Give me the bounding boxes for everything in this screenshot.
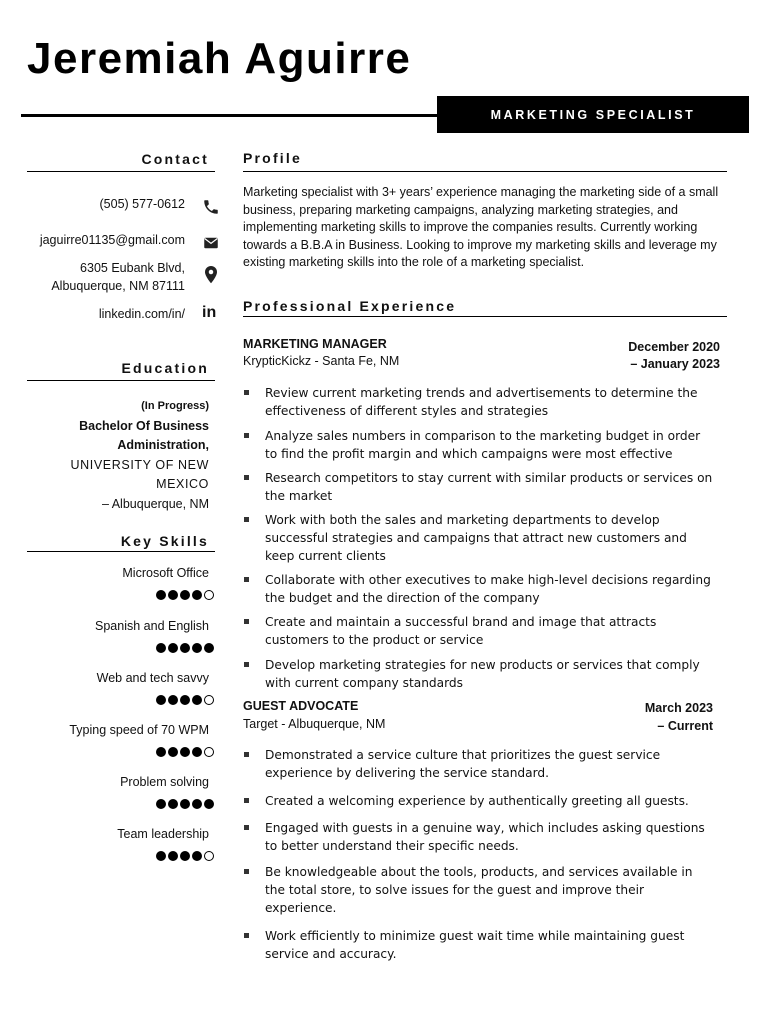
rating-dot-filled xyxy=(168,851,178,861)
rating-dot-filled xyxy=(168,695,178,705)
skill-rating xyxy=(110,851,214,861)
job-date-end: – January 2023 xyxy=(630,357,720,371)
skill-name: Problem solving xyxy=(120,775,209,789)
list-item: Research competitors to stay current with similar products or services on the market xyxy=(243,469,713,505)
job-company: KrypticKickz - Santa Fe, NM xyxy=(243,354,400,368)
list-item: Created a welcoming experience by authentically greeting all guests. xyxy=(243,792,713,810)
skill-rating xyxy=(110,747,214,757)
rating-dot-filled xyxy=(168,799,178,809)
job-date-start: March 2023 xyxy=(644,701,713,715)
rating-dot-filled xyxy=(192,695,202,705)
phone-icon xyxy=(202,198,220,216)
skills-divider xyxy=(27,551,215,552)
skill-rating xyxy=(110,695,214,705)
contact-divider xyxy=(27,171,215,172)
contact-address-line1: 6305 Eubank Blvd, xyxy=(80,261,185,275)
rating-dot-filled xyxy=(168,643,178,653)
skills-heading: Key Skills xyxy=(120,533,209,549)
rating-dot-filled xyxy=(180,695,190,705)
education-status: (In Progress) xyxy=(141,400,209,412)
list-item: Create and maintain a successful brand and image that attracts customers to the product or service xyxy=(243,613,713,649)
skill-name: Typing speed of 70 WPM xyxy=(69,723,209,737)
education-divider xyxy=(27,380,215,381)
rating-dot-filled xyxy=(168,747,178,757)
list-item: Be knowledgeable about the tools, products, and services available in the total store, to solve issues for the guest and improve their experience. xyxy=(243,863,713,917)
profile-divider xyxy=(243,171,727,172)
job-company: Target - Albuquerque, NM xyxy=(243,717,386,731)
role-banner xyxy=(437,96,749,133)
skill-rating xyxy=(110,590,214,600)
experience-divider xyxy=(243,316,727,317)
skill-name: Microsoft Office xyxy=(122,566,209,580)
profile-summary: Marketing specialist with 3+ years’ experience managing the marketing side of a small business, preparing marketing campaigns, analyzing marketing strategies, and implementing marketing skills to improve the companies results. Currently working towards a B.B.A in Business. Looking to improve my marketing skills and leverage my existing marketing skills into the role of a marketing specialist. xyxy=(243,185,719,269)
candidate-name: Jeremiah Aguirre xyxy=(27,34,412,83)
rating-dot-filled xyxy=(180,851,190,861)
list-item: Develop marketing strategies for new products or services that comply with current company standards xyxy=(243,656,713,692)
contact-phone: (505) 577-0612 xyxy=(99,197,185,211)
school-name: UNIVERSITY OF NEW MEXICO xyxy=(70,457,209,491)
rating-dot-empty xyxy=(204,851,214,861)
rating-dot-filled xyxy=(168,590,178,600)
rating-dot-filled xyxy=(192,590,202,600)
school-location: – Albuquerque, NM xyxy=(101,496,209,511)
education-heading: Education xyxy=(121,360,209,376)
skill-name: Team leadership xyxy=(117,827,209,841)
location-pin-icon xyxy=(202,265,220,283)
rating-dot-filled xyxy=(192,851,202,861)
contact-linkedin[interactable]: linkedin.com/in/ xyxy=(98,307,185,321)
contact-address-line2: Albuquerque, NM 87111 xyxy=(51,279,185,293)
job-title: MARKETING MANAGER xyxy=(243,337,387,351)
role-title: MARKETING SPECIALIST xyxy=(490,107,696,122)
degree-line2: Administration, xyxy=(117,438,209,452)
contact-email[interactable]: jaguirre01135@gmail.com xyxy=(39,233,185,247)
rating-dot-filled xyxy=(156,590,166,600)
list-item: Collaborate with other executives to make high-level decisions regarding the budget and the direction of the company xyxy=(243,571,713,607)
list-item: Work efficiently to minimize guest wait time while maintaining guest service and accuracy. xyxy=(243,927,713,963)
mail-icon xyxy=(202,234,220,252)
skill-rating xyxy=(110,799,214,809)
skill-name: Web and tech savvy xyxy=(96,671,209,685)
job-date-start: December 2020 xyxy=(628,340,720,354)
list-item: Review current marketing trends and advertisements to determine the effectiveness of different styles and strategies xyxy=(243,384,713,420)
skill-name: Spanish and English xyxy=(95,619,209,633)
rating-dot-filled xyxy=(180,590,190,600)
list-item: Engaged with guests in a genuine way, which includes asking questions to better understand their specific needs. xyxy=(243,819,713,855)
rating-dot-filled xyxy=(156,643,166,653)
rating-dot-filled xyxy=(180,643,190,653)
rating-dot-empty xyxy=(204,590,214,600)
rating-dot-empty xyxy=(204,695,214,705)
rating-dot-filled xyxy=(192,747,202,757)
rating-dot-filled xyxy=(180,799,190,809)
rating-dot-filled xyxy=(192,643,202,653)
contact-heading: Contact xyxy=(141,151,209,167)
linkedin-icon: in xyxy=(202,304,217,321)
rating-dot-filled xyxy=(156,695,166,705)
skill-rating xyxy=(110,643,214,653)
job-title: GUEST ADVOCATE xyxy=(243,699,359,713)
header-divider xyxy=(21,114,441,117)
rating-dot-filled xyxy=(192,799,202,809)
degree-line1: Bachelor Of Business xyxy=(79,418,209,433)
rating-dot-filled xyxy=(156,799,166,809)
rating-dot-filled xyxy=(204,799,214,809)
job-date-end: – Current xyxy=(657,719,713,733)
education-entry xyxy=(27,397,209,514)
rating-dot-empty xyxy=(204,747,214,757)
experience-heading: Professional Experience xyxy=(243,298,457,314)
list-item: Analyze sales numbers in comparison to the marketing budget in order to find the profit margin and which campaigns were most effective xyxy=(243,427,713,463)
rating-dot-filled xyxy=(156,747,166,757)
rating-dot-filled xyxy=(204,643,214,653)
list-item: Work with both the sales and marketing departments to develop successful strategies and campaigns that attract new customers and keep current clients xyxy=(243,511,713,565)
profile-heading: Profile xyxy=(243,150,302,166)
rating-dot-filled xyxy=(156,851,166,861)
rating-dot-filled xyxy=(180,747,190,757)
list-item: Demonstrated a service culture that prioritizes the guest service experience by delivering the service standard. xyxy=(243,746,713,782)
